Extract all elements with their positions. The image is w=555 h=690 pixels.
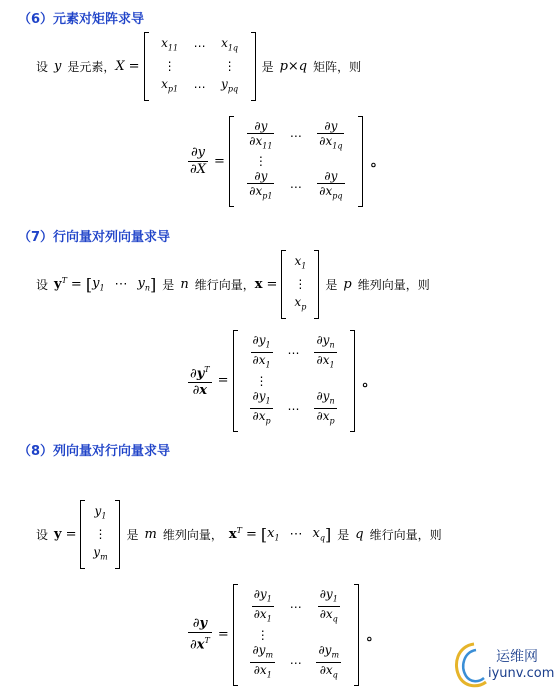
s8-is2: 是 <box>337 527 350 542</box>
s6-lead: 设 <box>36 59 49 74</box>
vector-y: $y_1$ ⋮ $y_m$ <box>80 500 120 569</box>
s7-lead: 设 <box>36 277 49 292</box>
s6-result: $\frac{\partial y}{\partial X}$ = $\frac{\partial y}{\partial x_{11}}$ ⋯ $\frac{\partial y}{\partial x_{1q}}$ ⋮ $\frac{\partial y}{\partial x_{p1}}$ ⋯ $\frac{\partial y}{\partial x_{pq}}$ 。 <box>186 116 385 207</box>
watermark <box>452 640 555 688</box>
vector-x: $x_1$ ⋮ $x_p$ <box>281 250 319 319</box>
dyT-dx: $\frac{\partial y^T}{\partial x}$ <box>190 365 210 399</box>
s8-row-vec: 维行向量，则 <box>369 527 442 542</box>
section-8-heading: （8）列向量对行向量求导 <box>18 444 171 459</box>
s7-definition: 设 y $^T$ = [ $y_1$ ⋯ $y_n$ ] 是 n 维行向量， x = $x_1$ ⋮ $x_p$ 是 p 维列向量，则 <box>36 250 430 319</box>
s7-p: p <box>343 276 352 292</box>
s8-q: q <box>355 526 364 542</box>
section-6-heading: （6）元素对矩阵求导 <box>18 12 145 27</box>
s7-result: $\frac{\partial y^T}{\partial x}$ = $\frac{\partial y_1}{\partial x_1}$ ⋯ $\frac{\partial y_n}{\partial x_1}$ ⋮ $\frac{\partial y_1}{\partial x_p}$ ⋯ $\frac{\partial y_n}{\partial x_p}$ 。 <box>186 330 377 432</box>
s8-m: m <box>144 526 157 542</box>
section-7-heading: （7）行向量对列向量求导 <box>18 230 171 245</box>
watermark-text-url: iyunv.com <box>488 666 555 681</box>
s6-var-X: X <box>115 58 125 74</box>
matrix-dy-dxT: $\frac{\partial y_1}{\partial x_1}$ ⋯ $\frac{\partial y_1}{\partial x_q}$ ⋮ $\frac{\partial y_m}{\partial x_1}$ ⋯ $\frac{\partial y_m}{\partial x_q}$ <box>233 584 359 686</box>
dy-dxT: $\frac{\partial y}{\partial x^T}$ <box>190 616 210 653</box>
s7-is: 是 <box>162 277 175 292</box>
s8-lead: 设 <box>36 527 49 542</box>
watermark-text-cn: 运维网 <box>496 649 538 665</box>
equals-sign: = <box>128 58 140 74</box>
s6-dims: p×q <box>279 58 308 74</box>
s6-definition <box>36 32 361 101</box>
s8-definition: 设 y = $y_1$ ⋮ $y_m$ 是 m 维列向量， x $^T$ = [ $x_1$ ⋯ $x_q$ ] 是 q 维行向量，则 <box>36 500 442 569</box>
s7-n: n <box>180 276 189 292</box>
s8-result: $\frac{\partial y}{\partial x^T}$ = $\frac{\partial y_1}{\partial x_1}$ ⋯ $\frac{\partial y_1}{\partial x_q}$ ⋮ $\frac{\partial y_m}{\partial x_1}$ ⋯ $\frac{\partial y_m}{\partial x_q}$ 。 <box>186 584 381 686</box>
matrix-X: $x_{11}$ ⋯ $x_{1q}$ ⋮ ⋮ $x_{p1}$ ⋯ $y_{pq}$ <box>144 32 256 101</box>
s6-tail: 矩阵，则 <box>313 59 362 74</box>
s6-is: 是 <box>261 59 274 74</box>
s7-row-vec: 维行向量， <box>194 277 255 292</box>
s8-is: 是 <box>126 527 139 542</box>
s6-is-element: 是元素， <box>67 59 116 74</box>
matrix-dyT-dx: $\frac{\partial y_1}{\partial x_1}$ ⋯ $\frac{\partial y_n}{\partial x_1}$ ⋮ $\frac{\partial y_1}{\partial x_p}$ ⋯ $\frac{\partial y_n}{\partial x_p}$ <box>233 330 355 432</box>
s7-is2: 是 <box>325 277 338 292</box>
s6-var-y: y <box>54 58 62 74</box>
matrix-dy-dX: $\frac{\partial y}{\partial x_{11}}$ ⋯ $\frac{\partial y}{\partial x_{1q}}$ ⋮ $\frac{\partial y}{\partial x_{p1}}$ ⋯ $\frac{\partial y}{\partial x_{pq}}$ <box>229 116 363 207</box>
s8-col-vec: 维列向量， <box>162 527 223 542</box>
s7-col-vec: 维列向量，则 <box>357 277 430 292</box>
dy-dX: $\frac{\partial y}{\partial X}$ <box>190 144 206 177</box>
